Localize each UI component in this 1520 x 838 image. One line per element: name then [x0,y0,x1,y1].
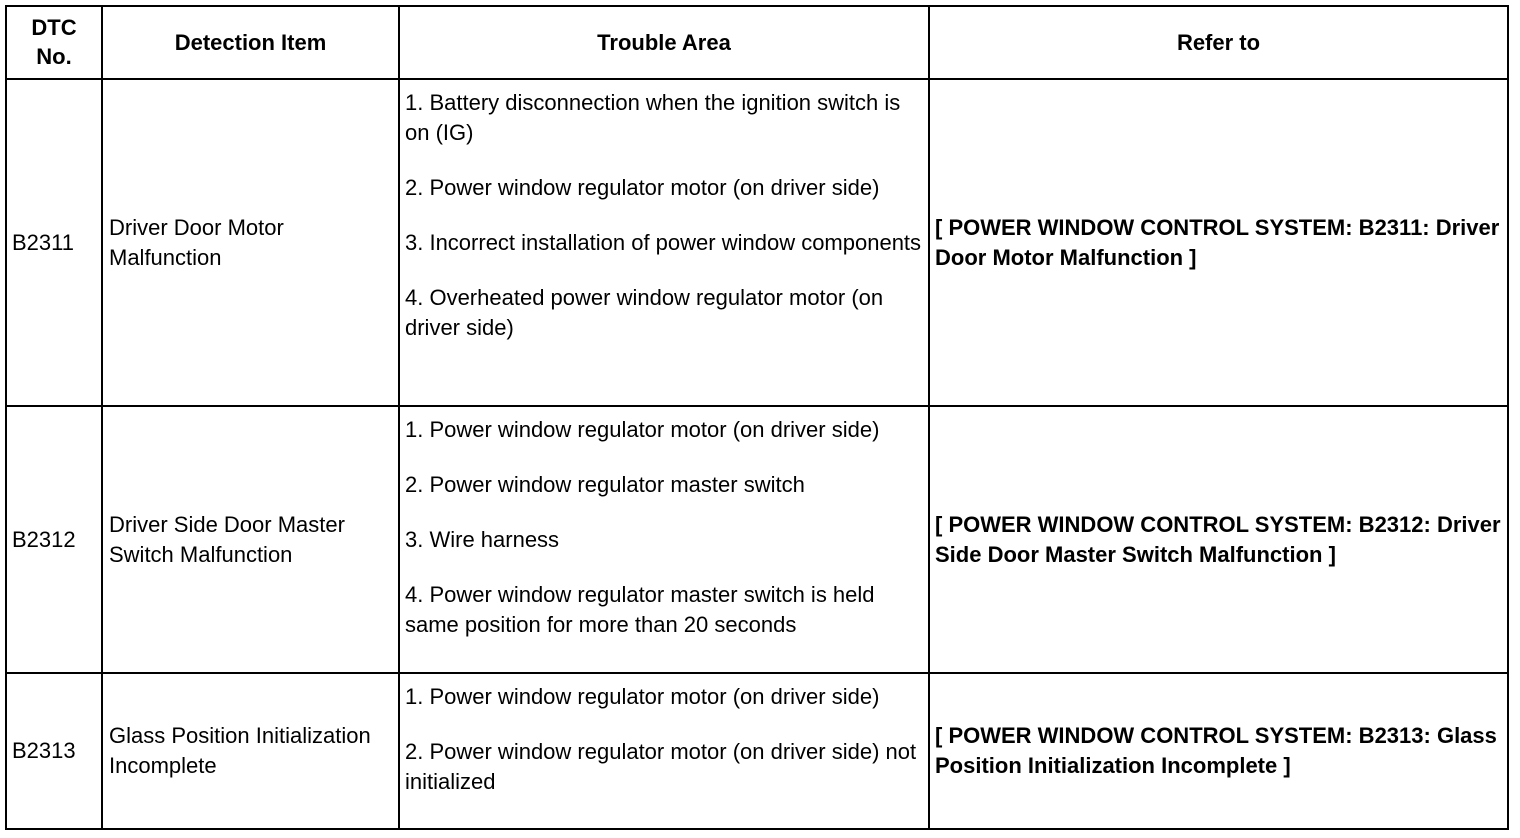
trouble-area-item: 4. Power window regulator master switch is held same position for more than 20 seconds [405,582,875,637]
dtc-code: B2312 [6,406,102,673]
refer-to-link[interactable]: [ POWER WINDOW CONTROL SYSTEM: B2311: Driver Door Motor Malfunction ] [929,79,1508,406]
trouble-area-item: 1. Power window regulator motor (on driver side) [405,417,880,442]
trouble-area-item: 2. Power window regulator motor (on driver side) not initialized [405,739,917,794]
detection-item: Glass Position Initialization Incomplete [102,673,399,829]
trouble-area-item: 1. Battery disconnection when the ignition switch is on (IG) [405,90,901,145]
detection-item: Driver Side Door Master Switch Malfunction [102,406,399,673]
trouble-area-item: 2. Power window regulator master switch [405,472,805,497]
table-row [6,406,1508,673]
table-row [6,673,1508,829]
dtc-table-container [5,5,1509,830]
refer-to-link[interactable]: [ POWER WINDOW CONTROL SYSTEM: B2312: Driver Side Door Master Switch Malfunction ] [929,406,1508,673]
header-refer-to: Refer to [929,6,1508,79]
detection-item: Driver Door Motor Malfunction [102,79,399,406]
dtc-code: B2311 [6,79,102,406]
header-dtc-no: DTC No. [6,6,102,79]
trouble-area [399,406,929,673]
header-trouble-area: Trouble Area [399,6,929,79]
trouble-area [399,673,929,829]
trouble-area-item: 2. Power window regulator motor (on driver side) [405,175,880,200]
trouble-area-item: 1. Power window regulator motor (on driver side) [405,684,880,709]
header-detection-item: Detection Item [102,6,399,79]
header-row [6,6,1508,79]
refer-to-link[interactable]: [ POWER WINDOW CONTROL SYSTEM: B2313: Glass Position Initialization Incomplete ] [929,673,1508,829]
table-row [6,79,1508,406]
dtc-code: B2313 [6,673,102,829]
trouble-area-item: 4. Overheated power window regulator motor (on driver side) [405,285,884,340]
dtc-table [5,5,1509,830]
trouble-area-item: 3. Incorrect installation of power window components [405,230,922,255]
trouble-area [399,79,929,406]
trouble-area-item: 3. Wire harness [405,527,560,552]
